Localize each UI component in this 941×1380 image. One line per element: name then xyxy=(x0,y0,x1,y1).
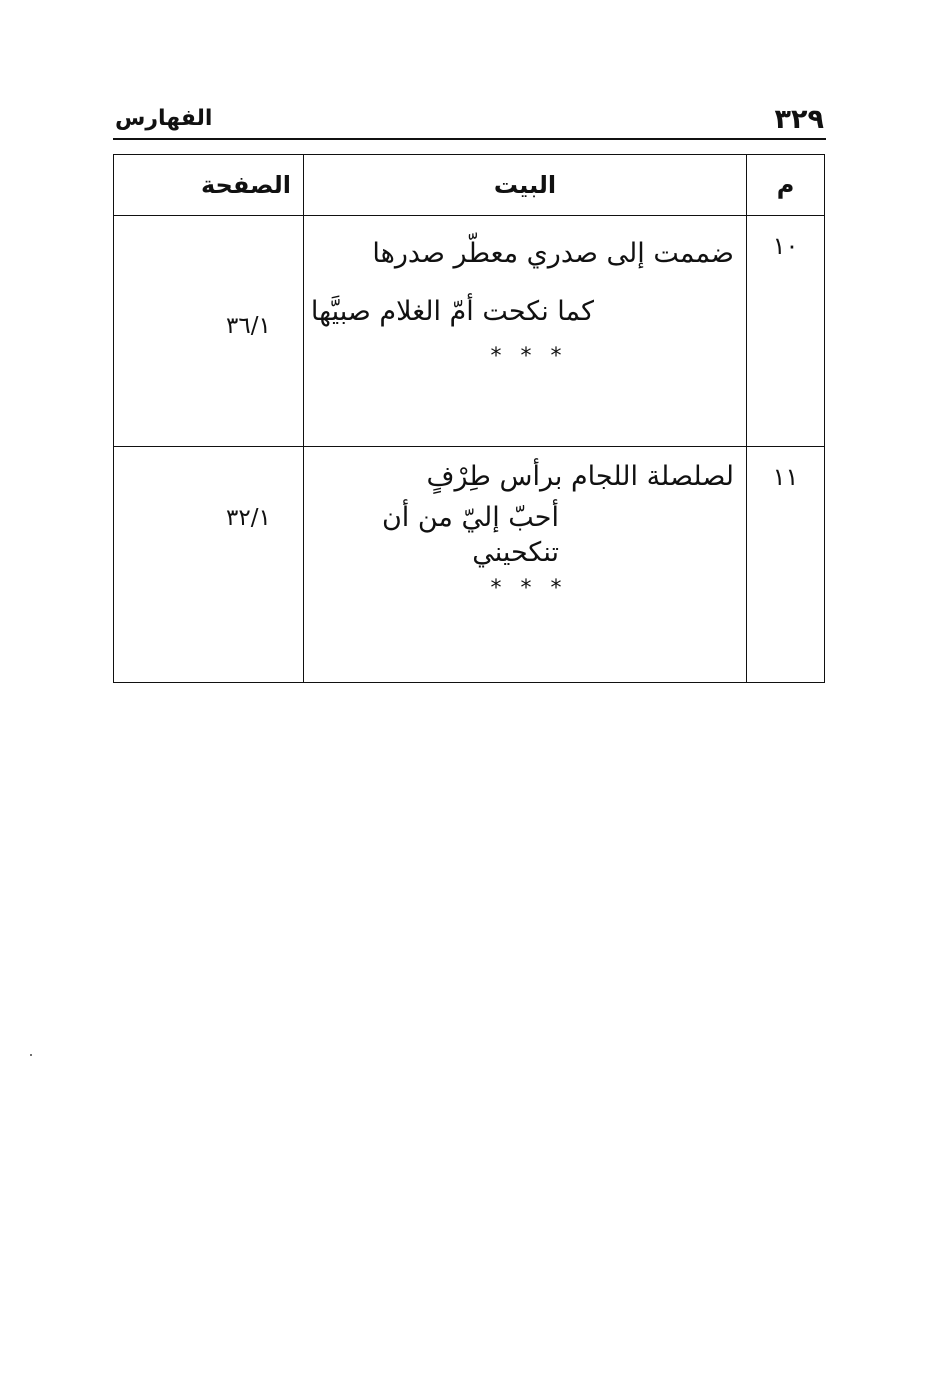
verse-second-hemistich: أحبّ إليّ من أن تنكحيني xyxy=(381,502,559,569)
column-header-number: م xyxy=(747,155,825,216)
verse-first-hemistich: لصلصلة اللجام برأس طِرْفٍ xyxy=(426,461,734,492)
section-title: الفهارس xyxy=(115,106,213,131)
verse-second-hemistich: كما نكحت أمّ الغلام صبيَّها xyxy=(310,296,594,328)
page-number: ٣٢٩ xyxy=(774,104,824,135)
verse-separator: * * * xyxy=(490,576,568,602)
column-header-page: الصفحة xyxy=(114,155,304,216)
verse-cell xyxy=(304,447,747,683)
table-row xyxy=(114,447,825,683)
verse-separator: * * * xyxy=(490,344,568,370)
page-reference-cell xyxy=(114,216,304,447)
table-row xyxy=(114,216,825,447)
verse-cell xyxy=(304,216,747,447)
column-header-verse: البيت xyxy=(304,155,747,216)
page-reference-cell xyxy=(114,447,304,683)
page-reference: ٣٢/١ xyxy=(226,505,271,531)
verse-index-table xyxy=(113,154,825,683)
page-header xyxy=(113,100,826,140)
row-number: ١١ xyxy=(747,447,825,683)
page-reference: ٣٦/١ xyxy=(226,313,271,339)
table-header-row xyxy=(114,155,825,216)
verse-first-hemistich: ضممت إلى صدري معطّر صدرها xyxy=(372,238,734,269)
scan-speck xyxy=(30,1054,32,1056)
row-number: ١٠ xyxy=(747,216,825,447)
